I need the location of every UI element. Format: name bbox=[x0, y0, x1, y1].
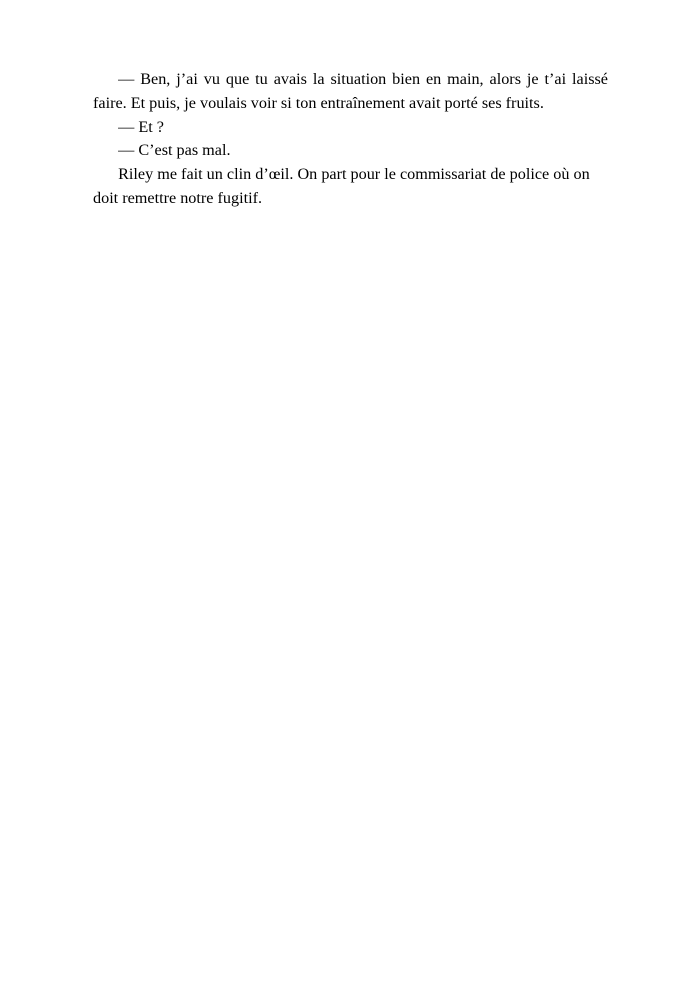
paragraph: — Et ? bbox=[118, 117, 164, 136]
body-text bbox=[93, 68, 608, 211]
paragraph: — Ben, j’ai vu que tu avais la situation bien en main, alors je t’ai laissé faire. Et puis, je voulais voir si ton entraînement avait porté ses fruits. bbox=[93, 70, 608, 112]
paragraph: Riley me fait un clin d’œil. On part pour le commissariat de police où on doit remettre notre fugitif. bbox=[93, 165, 590, 208]
paragraph: — C’est pas mal. bbox=[118, 141, 231, 160]
